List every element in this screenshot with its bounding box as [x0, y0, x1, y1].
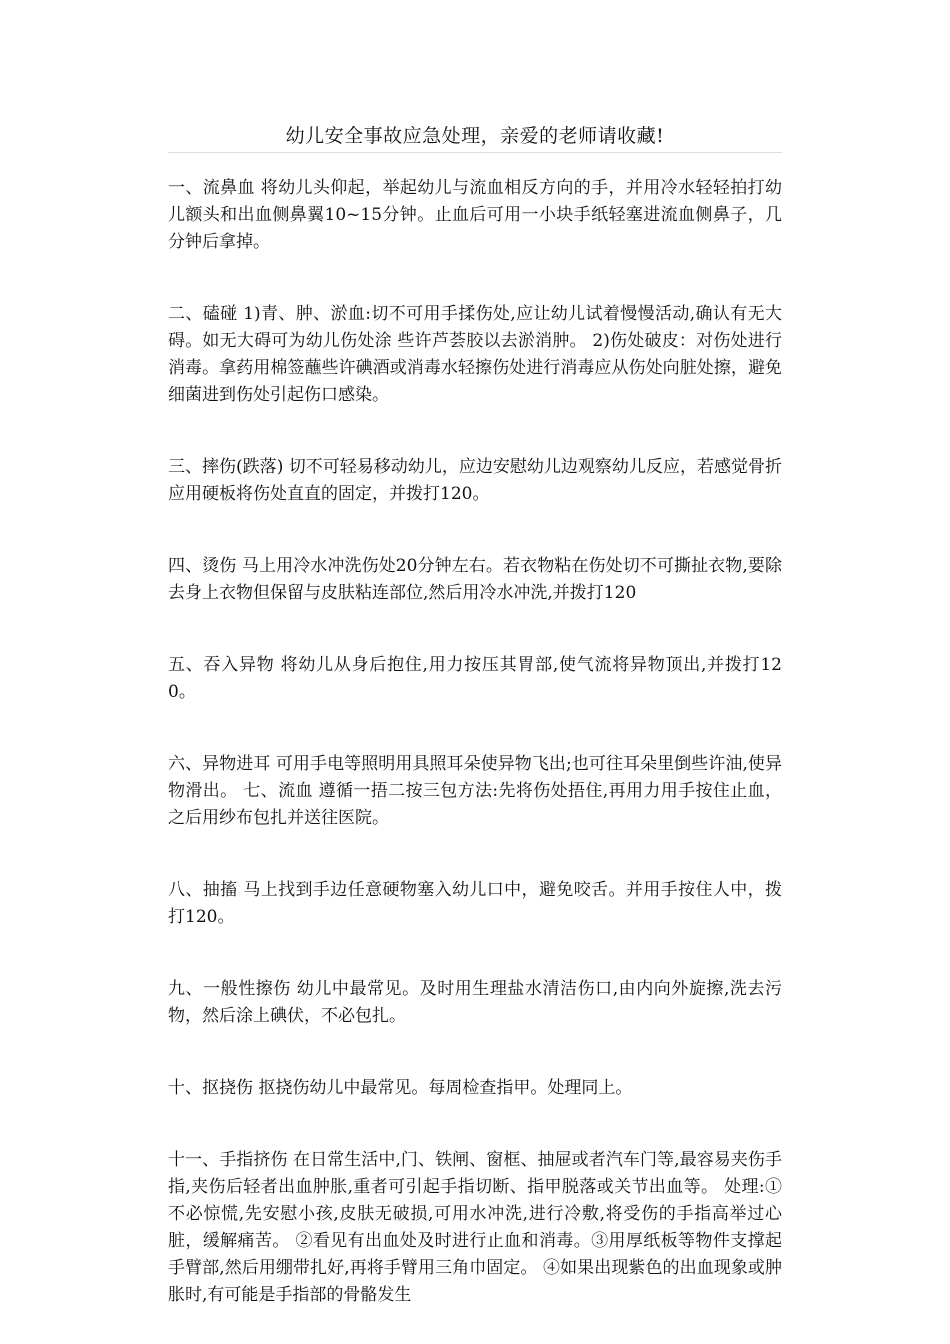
paragraph-swallowed-object: 五、吞入异物 将幼儿从身后抱住,用力按压其胃部,使气流将异物顶出,并拨打120。: [168, 655, 782, 702]
title-divider: [168, 152, 782, 153]
paragraph-ear-object-bleeding: 六、异物进耳 可用手电等照明用具照耳朵使异物飞出;也可往耳朵里倒些许油,使异物滑出。 七、流血 遵循一捂二按三包方法:先将伤处捂住,再用力用手按住止血，之后用纱布包扎并送往医院。: [168, 754, 782, 828]
paragraph-abrasion: 九、一般性擦伤 幼儿中最常见。及时用生理盐水清洁伤口,由内向外旋擦,洗去污物，然后涂上碘伏，不必包扎。: [168, 979, 782, 1026]
paragraph-finger-pinch: 十一、手指挤伤 在日常生活中,门、铁闸、窗框、抽屉或者汽车门等,最容易夹伤手指,夹伤后轻者出血肿胀,重者可引起手指切断、指甲脱落或关节出血等。 处理:①不必惊慌,先安慰小孩,皮肤无破损,可用水冲洗,进行冷敷,将受伤的手指高举过心脏，缓解痛苦。 ②看见有出血处及时进行止血和消毒。③用厚纸板等物件支撑起手臂部,然后用绷带扎好,再将手臂用三角巾固定。 ④如果出现紫色的出血现象或肿胀时,有可能是手指部的骨骼发生: [168, 1150, 782, 1305]
paragraph-scratch: 十、抠挠伤 抠挠伤幼儿中最常见。每周检查指甲。处理同上。: [168, 1078, 633, 1098]
paragraph-burn: 四、烫伤 马上用冷水冲洗伤处20分钟左右。若衣物粘在伤处切不可撕扯衣物,要除去身上衣物但保留与皮肤粘连部位,然后用冷水冲洗,并拨打120: [168, 556, 782, 603]
paragraph-nosebleed: 一、流鼻血 将幼儿头仰起，举起幼儿与流血相反方向的手，并用冷水轻轻拍打幼儿额头和出血侧鼻翼10~15分钟。止血后可用一小块手纸轻塞进流血侧鼻子，几分钟后拿掉。: [168, 178, 782, 252]
paragraph-convulsion: 八、抽搐 马上找到手边任意硬物塞入幼儿口中，避免咬舌。并用手按住人中，拨打120。: [168, 880, 782, 927]
paragraph-fall: 三、摔伤(跌落) 切不可轻易移动幼儿，应边安慰幼儿边观察幼儿反应，若感觉骨折应用硬板将伤处直直的固定，并拨打120。: [168, 457, 782, 504]
document-body: [168, 175, 782, 1309]
paragraph-bump: 二、磕碰 1)青、肿、淤血:切不可用手揉伤处,应让幼儿试着慢慢活动,确认有无大碍。如无大碍可为幼儿伤处涂 些许芦荟胶以去淤消肿。 2)伤处破皮：对伤处进行消毒。拿药用棉签蘸些许碘酒或消毒水轻擦伤处进行消毒应从伤处向脏处擦，避免细菌进到伤处引起伤口感染。: [168, 304, 782, 405]
page-title: 幼儿安全事故应急处理，亲爱的老师请收藏!: [285, 125, 665, 147]
